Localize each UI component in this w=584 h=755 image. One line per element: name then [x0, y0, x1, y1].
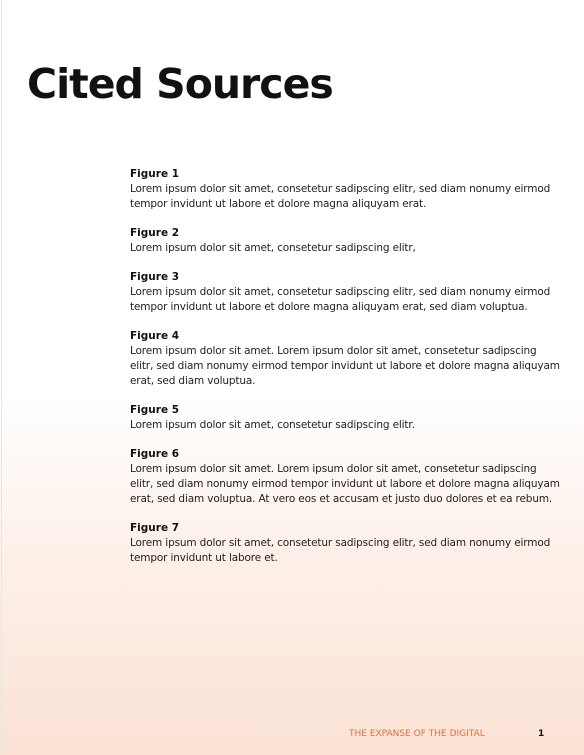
figure-entry [130, 226, 562, 256]
figure-description: Lorem ipsum dolor sit amet. Lorem ipsum dolor sit amet, consetetur sadipscing elitr, sed diam nonumy eirmod tempor invidunt ut labore et dolore magna aliquyam erat, sed diam voluptua. At vero eos et accusam et justo duo dolores et ea rebum. [130, 463, 560, 505]
figure-description: Lorem ipsum dolor sit amet, consetetur sadipscing elitr, [130, 242, 416, 254]
figure-description: Lorem ipsum dolor sit amet, consetetur sadipscing elitr. [130, 419, 415, 431]
figure-label: Figure 1 [130, 168, 180, 180]
figure-description: Lorem ipsum dolor sit amet, consetetur sadipscing elitr, sed diam nonumy eirmod tempor invidunt ut labore et dolore magna aliquyam erat. [130, 183, 551, 210]
figure-description: Lorem ipsum dolor sit amet. Lorem ipsum dolor sit amet, consetetur sadipscing elitr, sed diam nonumy eirmod tempor invidunt ut labore et dolore magna aliquyam erat, sed diam voluptua. [130, 345, 560, 387]
page-edge-rule [1, 0, 2, 755]
figure-label: Figure 3 [130, 271, 180, 283]
figure-entry [130, 270, 562, 315]
figure-list [130, 167, 562, 580]
figure-description: Lorem ipsum dolor sit amet, consetetur sadipscing elitr, sed diam nonumy eirmod tempor invidunt ut labore et. [130, 537, 551, 564]
page-title: Cited Sources [27, 60, 333, 108]
footer-title: THE EXPANSE OF THE DIGITAL [349, 729, 485, 739]
figure-entry [130, 329, 562, 389]
figure-entry [130, 447, 562, 507]
figure-label: Figure 2 [130, 227, 180, 239]
page-number: 1 [538, 729, 545, 739]
figure-label: Figure 4 [130, 330, 180, 342]
figure-label: Figure 5 [130, 404, 180, 416]
figure-label: Figure 7 [130, 522, 180, 534]
figure-entry [130, 403, 562, 433]
figure-entry [130, 521, 562, 566]
figure-description: Lorem ipsum dolor sit amet, consetetur sadipscing elitr, sed diam nonumy eirmod tempor invidunt ut labore et dolore magna aliquyam erat, sed diam voluptua. [130, 286, 551, 313]
figure-label: Figure 6 [130, 448, 180, 460]
figure-entry [130, 167, 562, 212]
